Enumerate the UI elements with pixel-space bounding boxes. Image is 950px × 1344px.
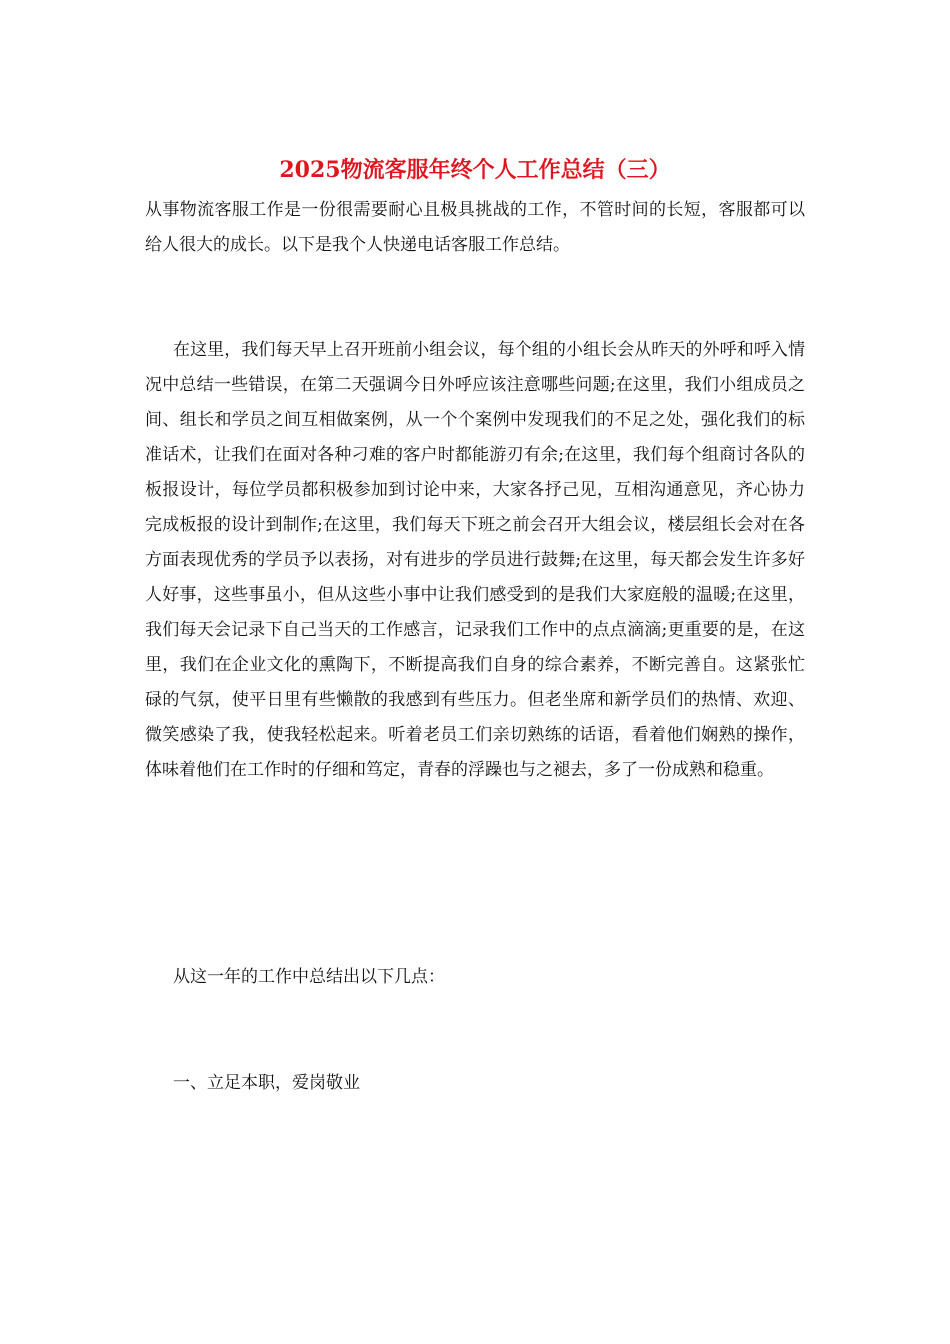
document-title: 2025物流客服年终个人工作总结（三） (279, 157, 671, 183)
section-heading: 一、立足本职，爱岗敬业 (173, 1073, 360, 1093)
intro-paragraph: 从事物流客服工作是一份很需要耐心且极具挑战的工作，不管时间的长短，客服都可以给人很大的成长。以下是我个人快递电话客服工作总结。 (145, 200, 805, 255)
body-paragraph: 在这里，我们每天早上召开班前小组会议，每个组的小组长会从昨天的外呼和呼入情况中总结一些错误，在第二天强调今日外呼应该注意哪些问题;在这里，我们小组成员之间、组长和学员之间互相做案例，从一个个案例中发现我们的不足之处，强化我们的标准话术，让我们在面对各种刁难的客户时都能游刃有余;在这里，我们每个组商讨各队的板报设计，每位学员都积极参加到讨论中来，大家各抒己见，互相沟通意见，齐心协力完成板报的设计到制作;在这里，我们每天下班之前会召开大组会议，楼层组长会对在各方面表现优秀的学员予以表扬，对有进步的学员进行鼓舞;在这里，每天都会发生许多好人好事，这些事虽小，但从这些小事中让我们感受到的是我们大家庭般的温暖;在这里，我们每天会记录下自己当天的工作感言，记录我们工作中的点点滴滴;更重要的是，在这里，我们在企业文化的熏陶下，不断提高我们自身的综合素养，不断完善自。这紧张忙碌的气氛，使平日里有些懒散的我感到有些压力。但老坐席和新学员们的热情、欢迎、微笑感染了我，使我轻松起来。听着老员工们亲切熟练的话语，看着他们娴熟的操作，体味着他们在工作时的仔细和笃定，青春的浮躁也与之褪去，多了一份成熟和稳重。 (145, 340, 805, 780)
summary-intro-paragraph: 从这一年的工作中总结出以下几点： (173, 967, 445, 987)
